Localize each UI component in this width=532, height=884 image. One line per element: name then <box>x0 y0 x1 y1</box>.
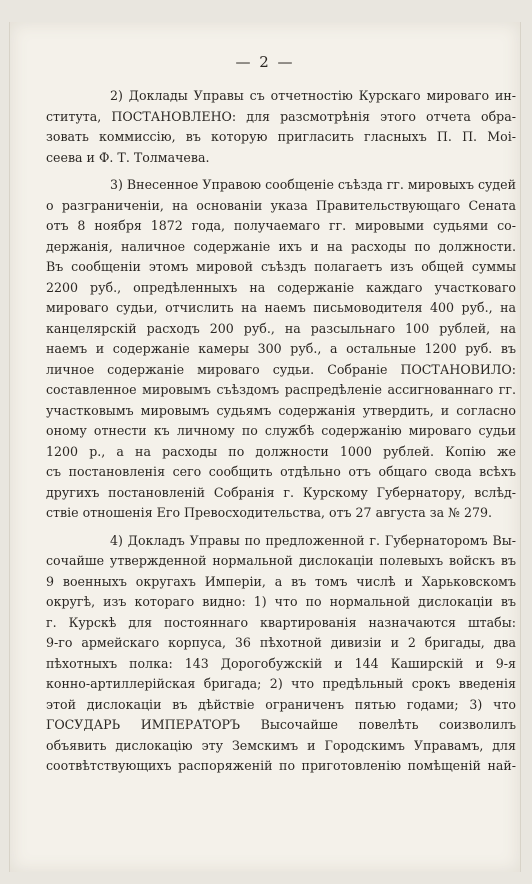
text-line: 4) Докладъ Управы по предложенной г. Губернаторомъ Вы- <box>110 532 516 548</box>
page-number: — 2 — <box>235 53 295 71</box>
text-line: 9-го армейскаго корпуса, 36 пѣхотной дивизіи и 2 бригады, два <box>46 635 516 650</box>
paragraph-4 <box>46 531 516 777</box>
text-line: этой дислокаціи въ дѣйствіе ограниченъ пятью годами; 3) что <box>46 696 516 712</box>
page-body-text <box>46 86 516 777</box>
text-line: ститута, ПОСТАНОВЛЕНО: для разсмотрѣнія этого отчета обра- <box>46 108 516 124</box>
paragraph-3 <box>46 175 516 524</box>
text-line: мироваго судьи, отчислить на наемъ письмоводителя 400 руб., на <box>46 300 516 315</box>
text-line: канцелярскій расходъ 200 руб., на разсыльнаго 100 рублей, на <box>46 320 516 336</box>
paragraph-2 <box>46 86 516 168</box>
text-line: округѣ, изъ котораго видно: 1) что по нормальной дислокаціи въ <box>46 594 516 609</box>
text-line: 2) Доклады Управы съ отчетностію Курскаго мироваго ин- <box>110 88 516 103</box>
text-line: держанія, наличное содержаніе ихъ и на расходы по должности. <box>46 238 516 254</box>
text-line: сеева и Ф. Т. Толмачева. <box>46 149 210 165</box>
text-line: отъ 8 ноября 1872 года, получаемаго гг. мировыми судьями со- <box>46 218 516 233</box>
text-line: зовать коммиссію, въ которую пригласить гласныхъ П. П. Моі- <box>46 129 516 144</box>
text-line: ГОСУДАРЬ ИМПЕРАТОРЪ Высочайше повелѣть соизволилъ <box>46 717 516 732</box>
text-line: конно-артиллерійская бригада; 2) что предѣльный срокъ введенія <box>46 676 516 691</box>
text-line: другихъ постановленій Собранія г. Курскому Губернатору, вслѣд- <box>46 484 516 500</box>
text-line: г. Курскѣ для постояннаго квартированія назначаются штабы: <box>46 614 516 630</box>
text-line: соотвѣтствующихъ распоряженій по приготовленію помѣщеній най- <box>46 758 516 773</box>
text-line: съ постановленія сего сообщить отдѣльно отъ общаго свода всѣхъ <box>46 464 516 479</box>
book-page <box>9 22 521 872</box>
text-line: пѣхотныхъ полка: 143 Дорогобужскій и 144 Каширскій и 9-я <box>46 655 516 671</box>
text-line: 3) Внесенное Управою сообщеніе съѣзда гг. мировыхъ судей <box>110 177 516 192</box>
text-line: личное содержаніе мироваго судьи. Собраніе ПОСТАНОВИЛО: <box>46 361 516 377</box>
text-line: 1200 р., а на расходы по должности 1000 рублей. Копію же <box>46 443 516 459</box>
text-line: составленное мировымъ съѣздомъ распредѣленіе ассигнованнаго гг. <box>46 382 516 397</box>
text-line: участковымъ мировымъ судьямъ содержанія утвердить, и согласно <box>46 402 516 418</box>
text-line: 9 военныхъ округахъ Имперіи, а въ томъ числѣ и Харьковскомъ <box>46 573 516 589</box>
text-line: сочайше утвержденной нормальной дислокаціи полевыхъ войскъ въ <box>46 553 516 568</box>
text-line: наемъ и содержаніе камеры 300 руб., а остальные 1200 руб. въ <box>46 341 516 356</box>
text-line: оному отнести къ личному по службѣ содержанію мироваго судьи <box>46 423 516 438</box>
text-line: объявить дислокацію эту Земскимъ и Городскимъ Управамъ, для <box>46 737 516 753</box>
text-line: ствіе отношенія Его Превосходительства, отъ 27 августа за № 279. <box>46 505 493 520</box>
text-line: Въ сообщеніи этомъ мировой съѣздъ полагаетъ изъ общей суммы <box>46 259 516 274</box>
text-line: о разграниченіи, на основаніи указа Правительствующаго Сената <box>46 197 516 213</box>
text-line: 2200 руб., опредѣленныхъ на содержаніе каждаго участковаго <box>46 279 516 295</box>
